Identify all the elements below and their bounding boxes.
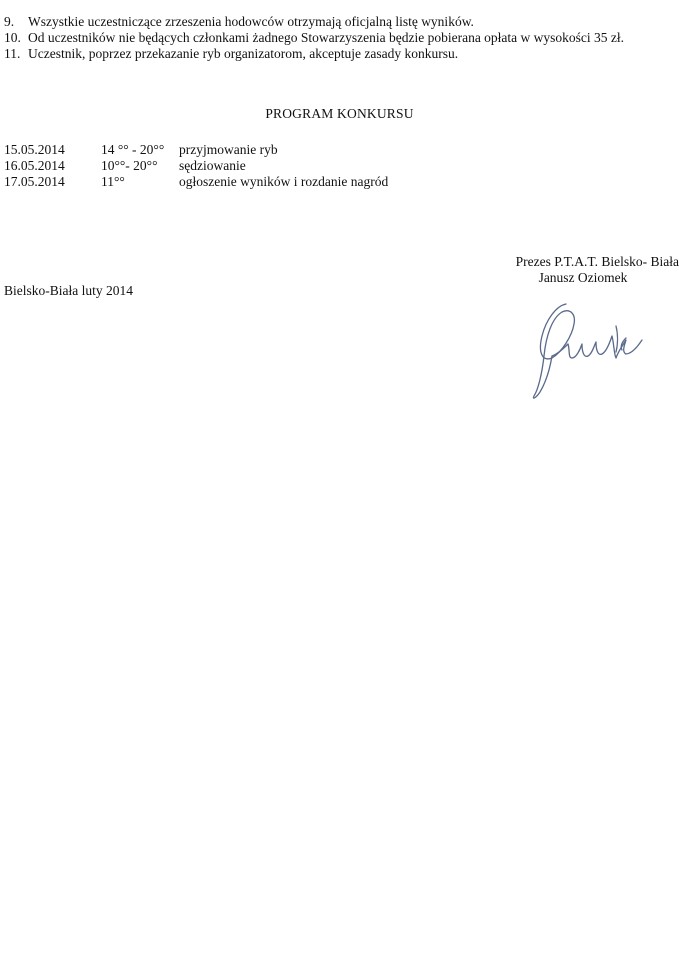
schedule-description: sędziowanie <box>179 158 246 173</box>
rule-number: 9. <box>4 14 15 29</box>
rule-number: 11. <box>4 46 21 61</box>
rule-number: 10. <box>4 30 21 45</box>
schedule-description: przyjmowanie ryb <box>179 142 278 157</box>
signatory-block <box>459 254 679 286</box>
schedule-date: 15.05.2014 <box>4 142 65 157</box>
schedule-time: 14 °° - 20°° <box>101 142 165 157</box>
schedule-date: 16.05.2014 <box>4 158 65 173</box>
schedule-time: 10°°- 20°° <box>101 158 158 173</box>
handwritten-signature <box>522 296 652 406</box>
signature-stroke <box>552 336 642 358</box>
rule-item <box>4 46 674 62</box>
signatory-name: Janusz Oziomek <box>538 270 628 285</box>
schedule-description: ogłoszenie wyników i rozdanie nagród <box>179 174 389 189</box>
signatory-title: Prezes P.T.A.T. Bielsko- Biała <box>515 254 679 269</box>
rule-item <box>4 30 674 46</box>
program-schedule <box>4 142 388 190</box>
rule-text: Wszystkie uczestniczące zrzeszenia hodowców otrzymają oficjalną listę wyników. <box>28 14 474 29</box>
program-title: PROGRAM KONKURSU <box>265 106 414 121</box>
place-and-date: Bielsko-Biała luty 2014 <box>4 283 133 298</box>
schedule-row <box>4 158 388 174</box>
rules-list <box>4 14 674 62</box>
schedule-date: 17.05.2014 <box>4 174 65 189</box>
rule-text: Uczestnik, poprzez przekazanie ryb organizatorom, akceptuje zasady konkursu. <box>28 46 459 61</box>
schedule-row <box>4 142 388 158</box>
signature-stroke <box>533 304 574 398</box>
signature-stroke <box>616 326 626 352</box>
rule-text: Od uczestników nie będących członkami żadnego Stowarzyszenia będzie pobierana opłata w wysokości 35 zł. <box>28 30 625 45</box>
schedule-time: 11°° <box>101 174 125 189</box>
schedule-row <box>4 174 388 190</box>
rule-item <box>4 14 674 30</box>
